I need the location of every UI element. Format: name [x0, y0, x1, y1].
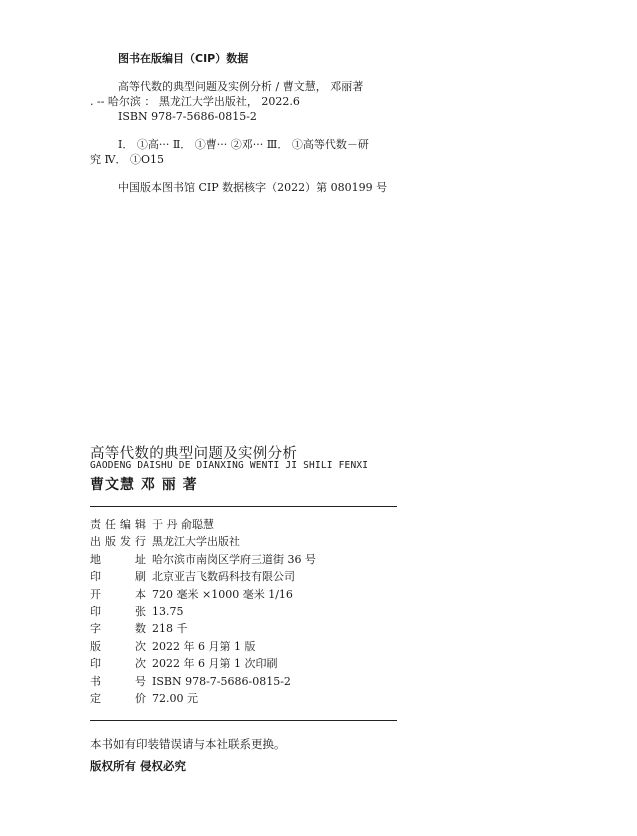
- info-value: 于 丹 俞聪慧: [152, 518, 214, 531]
- info-label: 责 任 编 辑: [90, 518, 146, 531]
- info-label: 地 址: [90, 552, 146, 566]
- info-value: 13.75: [152, 604, 184, 618]
- info-label: 书 号: [90, 674, 146, 688]
- info-label: 开 本: [90, 587, 146, 601]
- info-label: 出 版 发 行: [90, 535, 146, 549]
- info-label: 字 数: [90, 622, 146, 636]
- info-value: 2022 年 6 月第 1 次印刷: [152, 657, 278, 671]
- cip-subject-line-1: Ⅰ． ①高··· Ⅱ． ①曹··· ②邓··· Ⅲ． ①高等代数－研: [118, 138, 369, 151]
- info-label: 印 张: [90, 604, 146, 618]
- book-authors: 曹文慧 邓 丽 著: [90, 477, 198, 493]
- copyright-notice: 版权所有 侵权必究: [90, 759, 187, 773]
- cip-isbn: ISBN 978-7-5686-0815-2: [118, 110, 257, 123]
- info-value: 72.00 元: [152, 691, 198, 705]
- info-value: 哈尔滨市南岗区学府三道街 36 号: [152, 552, 316, 566]
- info-label: 定 价: [90, 691, 146, 705]
- cip-verification: 中国版本图书馆 CIP 数据核字（2022）第 080199 号: [118, 181, 388, 194]
- top-rule: [90, 506, 397, 507]
- bottom-rule: [90, 720, 397, 721]
- info-value: 北京亚吉飞数码科技有限公司: [152, 570, 295, 584]
- cip-subject-line-2: 究 Ⅳ． ①O15: [90, 153, 164, 166]
- info-label: 印 刷: [90, 570, 146, 584]
- info-value: 2022 年 6 月第 1 版: [152, 639, 256, 653]
- book-title-pinyin: GAODENG DAISHU DE DIANXING WENTI JI SHILI FENXI: [90, 460, 369, 471]
- cip-heading: 图书在版编目（CIP）数据: [118, 52, 249, 65]
- info-label: 印 次: [90, 657, 146, 671]
- cip-record-line-1: 高等代数的典型问题及实例分析 / 曹文慧， 邓丽著: [118, 80, 364, 93]
- info-value: 720 毫米 ×1000 毫米 1/16: [152, 587, 293, 601]
- info-value: ISBN 978-7-5686-0815-2: [152, 674, 291, 688]
- book-title: 高等代数的典型问题及实例分析: [90, 446, 298, 462]
- info-value: 218 千: [152, 622, 188, 636]
- defect-notice: 本书如有印装错误请与本社联系更换。: [90, 737, 286, 751]
- info-value: 黑龙江大学出版社: [152, 535, 240, 549]
- info-label: 版 次: [90, 639, 146, 653]
- cip-record-line-2: . -- 哈尔滨 ： 黑龙江大学出版社， 2022.6: [90, 95, 300, 108]
